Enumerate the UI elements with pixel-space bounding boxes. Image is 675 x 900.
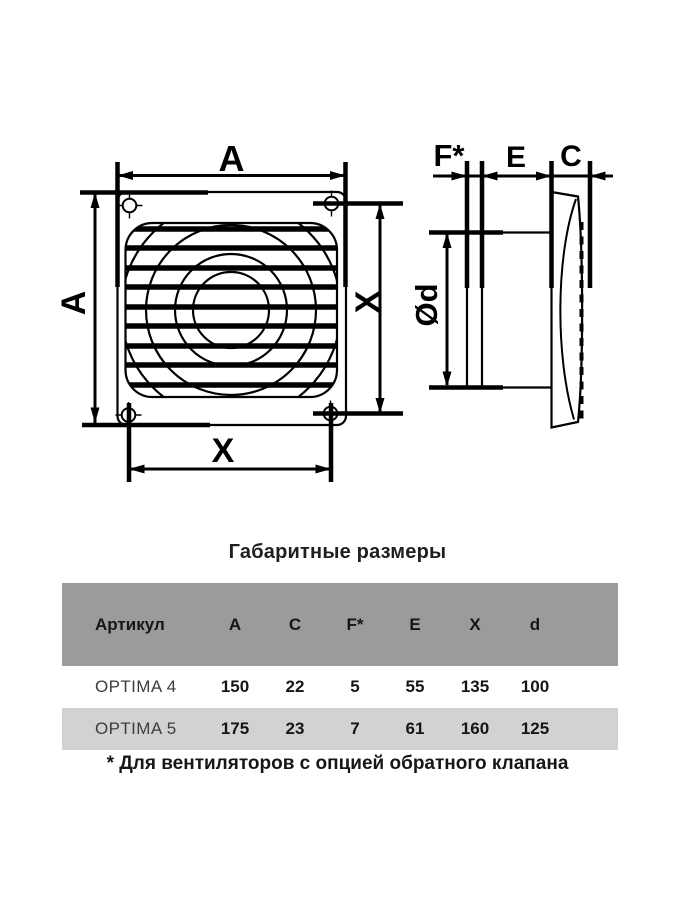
footnote: * Для вентиляторов с опцией обратного клапана xyxy=(106,753,569,774)
table-cell: 22 xyxy=(285,677,305,696)
column-header-c: C xyxy=(288,614,302,634)
dim-label-e: E xyxy=(505,141,527,174)
dim-label-f: F* xyxy=(433,138,465,173)
dim-label-a-top: A xyxy=(218,138,245,179)
table-cell: 150 xyxy=(220,677,250,696)
table-cell: 5 xyxy=(350,677,360,696)
table-cell: 100 xyxy=(520,677,550,696)
column-header-f: F* xyxy=(346,614,364,634)
table-cell: 175 xyxy=(220,719,250,738)
table-cell: 23 xyxy=(285,719,305,738)
table-row xyxy=(62,708,618,750)
table-row xyxy=(62,666,618,708)
dim-label-a-left: A xyxy=(55,290,93,316)
column-header-article: Артикул xyxy=(95,614,165,634)
table-cell: 55 xyxy=(405,677,425,696)
table-cell: 61 xyxy=(405,719,425,738)
table-header-row xyxy=(62,583,618,666)
article-name: OPTIMA 5 xyxy=(95,719,177,738)
dim-label-x-right: X xyxy=(349,290,387,314)
column-header-d: d xyxy=(529,614,541,634)
table-cell: 7 xyxy=(350,719,360,738)
column-header-e: E xyxy=(409,614,421,634)
dimensions-table xyxy=(62,583,618,750)
table-cell: 125 xyxy=(520,719,550,738)
side-view xyxy=(409,138,613,428)
dim-label-c: C xyxy=(560,140,582,173)
dim-label-diameter: Ød xyxy=(409,283,444,327)
section-title: Габаритные размеры xyxy=(228,541,447,563)
table-cell: 160 xyxy=(460,719,490,738)
column-header-a: A xyxy=(228,614,242,634)
column-header-x: X xyxy=(469,614,481,634)
front-view xyxy=(55,138,403,482)
dim-label-x-bottom: X xyxy=(211,432,235,470)
duct-tube xyxy=(467,233,552,388)
table-cell: 135 xyxy=(460,677,490,696)
article-name: OPTIMA 4 xyxy=(95,677,177,696)
